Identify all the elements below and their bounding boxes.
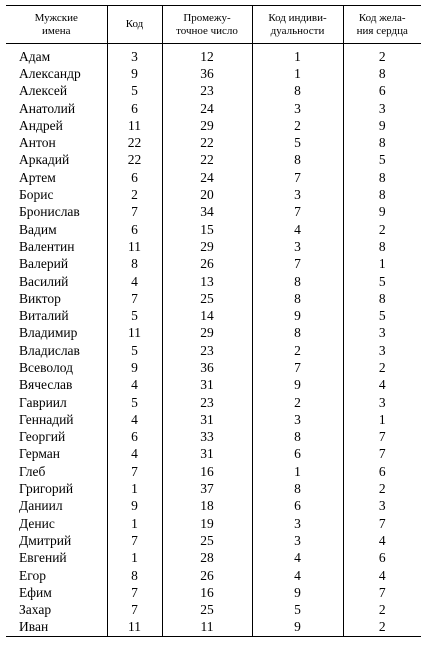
cell-individuality: 8 bbox=[252, 83, 343, 100]
table-row bbox=[6, 290, 421, 307]
cell-individuality: 6 bbox=[252, 498, 343, 515]
cell-name: Григорий bbox=[19, 481, 74, 497]
table-row bbox=[6, 446, 421, 463]
cell-code: 11 bbox=[107, 238, 162, 255]
cell-intermediate: 34 bbox=[162, 204, 252, 221]
cell-intermediate: 28 bbox=[162, 550, 252, 567]
cell-name: Денис bbox=[19, 515, 55, 531]
header-names: Мужские имена bbox=[6, 6, 107, 44]
cell-code: 8 bbox=[107, 256, 162, 273]
cell-intermediate: 29 bbox=[162, 117, 252, 134]
cell-intermediate: 29 bbox=[162, 238, 252, 255]
cell-name: Артем bbox=[19, 169, 56, 185]
cell-code: 7 bbox=[107, 204, 162, 221]
cell-intermediate: 23 bbox=[162, 342, 252, 359]
cell-code: 6 bbox=[107, 100, 162, 117]
cell-heart-desire: 9 bbox=[343, 204, 421, 221]
cell-intermediate: 36 bbox=[162, 65, 252, 82]
cell-intermediate: 20 bbox=[162, 186, 252, 203]
cell-individuality: 8 bbox=[252, 325, 343, 342]
cell-intermediate: 37 bbox=[162, 480, 252, 497]
cell-intermediate: 36 bbox=[162, 359, 252, 376]
cell-code: 8 bbox=[107, 567, 162, 584]
cell-heart-desire: 2 bbox=[343, 221, 421, 238]
cell-code: 22 bbox=[107, 134, 162, 151]
table-row bbox=[6, 44, 421, 66]
cell-intermediate: 22 bbox=[162, 134, 252, 151]
cell-name: Всеволод bbox=[19, 359, 73, 375]
cell-intermediate: 23 bbox=[162, 394, 252, 411]
cell-name: Гавриил bbox=[19, 394, 67, 410]
cell-code: 6 bbox=[107, 221, 162, 238]
cell-individuality: 7 bbox=[252, 256, 343, 273]
cell-name: Адам bbox=[19, 48, 51, 64]
cell-intermediate: 16 bbox=[162, 463, 252, 480]
table-row bbox=[6, 532, 421, 549]
cell-individuality: 8 bbox=[252, 480, 343, 497]
cell-code: 7 bbox=[107, 463, 162, 480]
header-row bbox=[6, 6, 421, 44]
cell-heart-desire: 1 bbox=[343, 411, 421, 428]
cell-name: Василий bbox=[19, 273, 69, 289]
cell-individuality: 7 bbox=[252, 359, 343, 376]
cell-heart-desire: 3 bbox=[343, 498, 421, 515]
table-row bbox=[6, 134, 421, 151]
table-row bbox=[6, 567, 421, 584]
cell-individuality: 9 bbox=[252, 307, 343, 324]
cell-code: 3 bbox=[107, 44, 162, 66]
table-row bbox=[6, 411, 421, 428]
cell-individuality: 3 bbox=[252, 515, 343, 532]
cell-heart-desire: 2 bbox=[343, 619, 421, 637]
cell-name: Александр bbox=[19, 65, 81, 81]
cell-individuality: 3 bbox=[252, 100, 343, 117]
cell-individuality: 2 bbox=[252, 394, 343, 411]
cell-individuality: 7 bbox=[252, 169, 343, 186]
cell-code: 7 bbox=[107, 602, 162, 619]
cell-heart-desire: 3 bbox=[343, 100, 421, 117]
cell-code: 5 bbox=[107, 342, 162, 359]
cell-code: 5 bbox=[107, 394, 162, 411]
table-body bbox=[6, 44, 421, 637]
cell-intermediate: 24 bbox=[162, 100, 252, 117]
table-row bbox=[6, 480, 421, 497]
cell-name: Георгий bbox=[19, 429, 66, 445]
cell-code: 11 bbox=[107, 325, 162, 342]
table-row bbox=[6, 619, 421, 637]
cell-heart-desire: 2 bbox=[343, 359, 421, 376]
cell-heart-desire: 2 bbox=[343, 44, 421, 66]
table-row bbox=[6, 463, 421, 480]
table-row bbox=[6, 307, 421, 324]
cell-intermediate: 31 bbox=[162, 411, 252, 428]
table-header bbox=[6, 6, 421, 44]
cell-individuality: 8 bbox=[252, 273, 343, 290]
cell-name: Даниил bbox=[19, 498, 63, 514]
cell-code: 4 bbox=[107, 446, 162, 463]
names-code-table bbox=[6, 5, 421, 637]
cell-intermediate: 22 bbox=[162, 152, 252, 169]
cell-heart-desire: 7 bbox=[343, 446, 421, 463]
table-row bbox=[6, 117, 421, 134]
cell-intermediate: 11 bbox=[162, 619, 252, 637]
cell-name: Дмитрий bbox=[19, 532, 72, 548]
cell-name: Вячеслав bbox=[19, 377, 73, 393]
cell-heart-desire: 5 bbox=[343, 152, 421, 169]
cell-code: 5 bbox=[107, 307, 162, 324]
cell-code: 1 bbox=[107, 515, 162, 532]
cell-code: 9 bbox=[107, 498, 162, 515]
header-intermediate-number: Промежу- точное число bbox=[162, 6, 252, 44]
cell-code: 6 bbox=[107, 169, 162, 186]
cell-code: 4 bbox=[107, 377, 162, 394]
cell-code: 5 bbox=[107, 83, 162, 100]
cell-heart-desire: 4 bbox=[343, 567, 421, 584]
cell-code: 7 bbox=[107, 584, 162, 601]
cell-individuality: 3 bbox=[252, 186, 343, 203]
cell-name: Владислав bbox=[19, 342, 80, 358]
table-row bbox=[6, 100, 421, 117]
cell-code: 9 bbox=[107, 359, 162, 376]
cell-intermediate: 25 bbox=[162, 602, 252, 619]
cell-heart-desire: 4 bbox=[343, 532, 421, 549]
cell-individuality: 1 bbox=[252, 44, 343, 66]
cell-intermediate: 16 bbox=[162, 584, 252, 601]
table-row bbox=[6, 342, 421, 359]
cell-heart-desire: 8 bbox=[343, 238, 421, 255]
cell-heart-desire: 6 bbox=[343, 463, 421, 480]
cell-code: 11 bbox=[107, 619, 162, 637]
cell-heart-desire: 7 bbox=[343, 584, 421, 601]
cell-individuality: 4 bbox=[252, 221, 343, 238]
cell-individuality: 1 bbox=[252, 463, 343, 480]
cell-name: Евгений bbox=[19, 550, 67, 566]
cell-individuality: 1 bbox=[252, 65, 343, 82]
cell-heart-desire: 8 bbox=[343, 65, 421, 82]
cell-name: Алексей bbox=[19, 83, 68, 99]
cell-intermediate: 12 bbox=[162, 44, 252, 66]
table-row bbox=[6, 65, 421, 82]
cell-heart-desire: 8 bbox=[343, 290, 421, 307]
cell-heart-desire: 7 bbox=[343, 429, 421, 446]
cell-individuality: 4 bbox=[252, 567, 343, 584]
table-row bbox=[6, 256, 421, 273]
cell-heart-desire: 5 bbox=[343, 307, 421, 324]
table-row bbox=[6, 169, 421, 186]
cell-heart-desire: 3 bbox=[343, 394, 421, 411]
cell-heart-desire: 6 bbox=[343, 550, 421, 567]
cell-name: Ефим bbox=[19, 584, 52, 600]
cell-name: Владимир bbox=[19, 325, 78, 341]
cell-name: Бронислав bbox=[19, 204, 80, 220]
table-row bbox=[6, 186, 421, 203]
cell-heart-desire: 5 bbox=[343, 273, 421, 290]
cell-intermediate: 24 bbox=[162, 169, 252, 186]
cell-name: Борис bbox=[19, 187, 54, 203]
header-heart-desire-code: Код жела- ния сердца bbox=[343, 6, 421, 44]
cell-individuality: 7 bbox=[252, 204, 343, 221]
cell-code: 6 bbox=[107, 429, 162, 446]
table-row bbox=[6, 152, 421, 169]
table-row bbox=[6, 204, 421, 221]
table-row bbox=[6, 273, 421, 290]
cell-name: Валентин bbox=[19, 238, 75, 254]
cell-name: Герман bbox=[19, 446, 60, 462]
cell-individuality: 4 bbox=[252, 550, 343, 567]
cell-individuality: 3 bbox=[252, 532, 343, 549]
cell-name: Андрей bbox=[19, 117, 63, 133]
cell-individuality: 9 bbox=[252, 584, 343, 601]
cell-name: Анатолий bbox=[19, 100, 76, 116]
cell-name: Глеб bbox=[19, 463, 46, 479]
cell-name: Егор bbox=[19, 567, 46, 583]
cell-intermediate: 25 bbox=[162, 532, 252, 549]
cell-heart-desire: 7 bbox=[343, 515, 421, 532]
table-row bbox=[6, 602, 421, 619]
cell-individuality: 8 bbox=[252, 429, 343, 446]
cell-name: Аркадий bbox=[19, 152, 70, 168]
header-code: Код bbox=[107, 6, 162, 44]
table-row bbox=[6, 550, 421, 567]
cell-heart-desire: 2 bbox=[343, 480, 421, 497]
cell-name: Геннадий bbox=[19, 411, 74, 427]
cell-code: 4 bbox=[107, 273, 162, 290]
cell-intermediate: 26 bbox=[162, 567, 252, 584]
cell-heart-desire: 8 bbox=[343, 169, 421, 186]
cell-heart-desire: 3 bbox=[343, 342, 421, 359]
cell-intermediate: 31 bbox=[162, 446, 252, 463]
cell-individuality: 9 bbox=[252, 619, 343, 637]
cell-code: 9 bbox=[107, 65, 162, 82]
cell-individuality: 9 bbox=[252, 377, 343, 394]
cell-intermediate: 29 bbox=[162, 325, 252, 342]
table-row bbox=[6, 394, 421, 411]
cell-intermediate: 23 bbox=[162, 83, 252, 100]
cell-intermediate: 18 bbox=[162, 498, 252, 515]
cell-code: 4 bbox=[107, 411, 162, 428]
cell-name: Валерий bbox=[19, 256, 69, 272]
cell-individuality: 5 bbox=[252, 602, 343, 619]
cell-code: 11 bbox=[107, 117, 162, 134]
cell-heart-desire: 4 bbox=[343, 377, 421, 394]
cell-intermediate: 15 bbox=[162, 221, 252, 238]
cell-intermediate: 26 bbox=[162, 256, 252, 273]
cell-individuality: 3 bbox=[252, 411, 343, 428]
table-row bbox=[6, 83, 421, 100]
cell-name: Антон bbox=[19, 135, 56, 151]
cell-intermediate: 19 bbox=[162, 515, 252, 532]
table-row bbox=[6, 377, 421, 394]
cell-individuality: 8 bbox=[252, 152, 343, 169]
cell-code: 1 bbox=[107, 550, 162, 567]
cell-name: Захар bbox=[19, 602, 52, 618]
cell-name: Иван bbox=[6, 619, 107, 637]
cell-name: Вадим bbox=[19, 221, 57, 237]
table-row bbox=[6, 515, 421, 532]
cell-heart-desire: 8 bbox=[343, 186, 421, 203]
cell-individuality: 2 bbox=[252, 342, 343, 359]
cell-individuality: 3 bbox=[252, 238, 343, 255]
table-row bbox=[6, 238, 421, 255]
cell-individuality: 6 bbox=[252, 446, 343, 463]
table-row bbox=[6, 429, 421, 446]
cell-intermediate: 31 bbox=[162, 377, 252, 394]
cell-intermediate: 25 bbox=[162, 290, 252, 307]
cell-name: Виктор bbox=[19, 290, 61, 306]
cell-code: 7 bbox=[107, 532, 162, 549]
cell-intermediate: 33 bbox=[162, 429, 252, 446]
cell-code: 2 bbox=[107, 186, 162, 203]
cell-individuality: 2 bbox=[252, 117, 343, 134]
cell-intermediate: 13 bbox=[162, 273, 252, 290]
header-individuality-code: Код индиви- дуальности bbox=[252, 6, 343, 44]
cell-code: 7 bbox=[107, 290, 162, 307]
table-row bbox=[6, 359, 421, 376]
table-row bbox=[6, 221, 421, 238]
table-row bbox=[6, 584, 421, 601]
table-row bbox=[6, 325, 421, 342]
cell-individuality: 5 bbox=[252, 134, 343, 151]
cell-intermediate: 14 bbox=[162, 307, 252, 324]
table-row bbox=[6, 498, 421, 515]
cell-heart-desire: 8 bbox=[343, 134, 421, 151]
cell-code: 1 bbox=[107, 480, 162, 497]
cell-heart-desire: 6 bbox=[343, 83, 421, 100]
cell-heart-desire: 3 bbox=[343, 325, 421, 342]
cell-heart-desire: 9 bbox=[343, 117, 421, 134]
cell-code: 22 bbox=[107, 152, 162, 169]
cell-name: Виталий bbox=[19, 308, 69, 324]
cell-heart-desire: 1 bbox=[343, 256, 421, 273]
cell-individuality: 8 bbox=[252, 290, 343, 307]
cell-heart-desire: 2 bbox=[343, 602, 421, 619]
